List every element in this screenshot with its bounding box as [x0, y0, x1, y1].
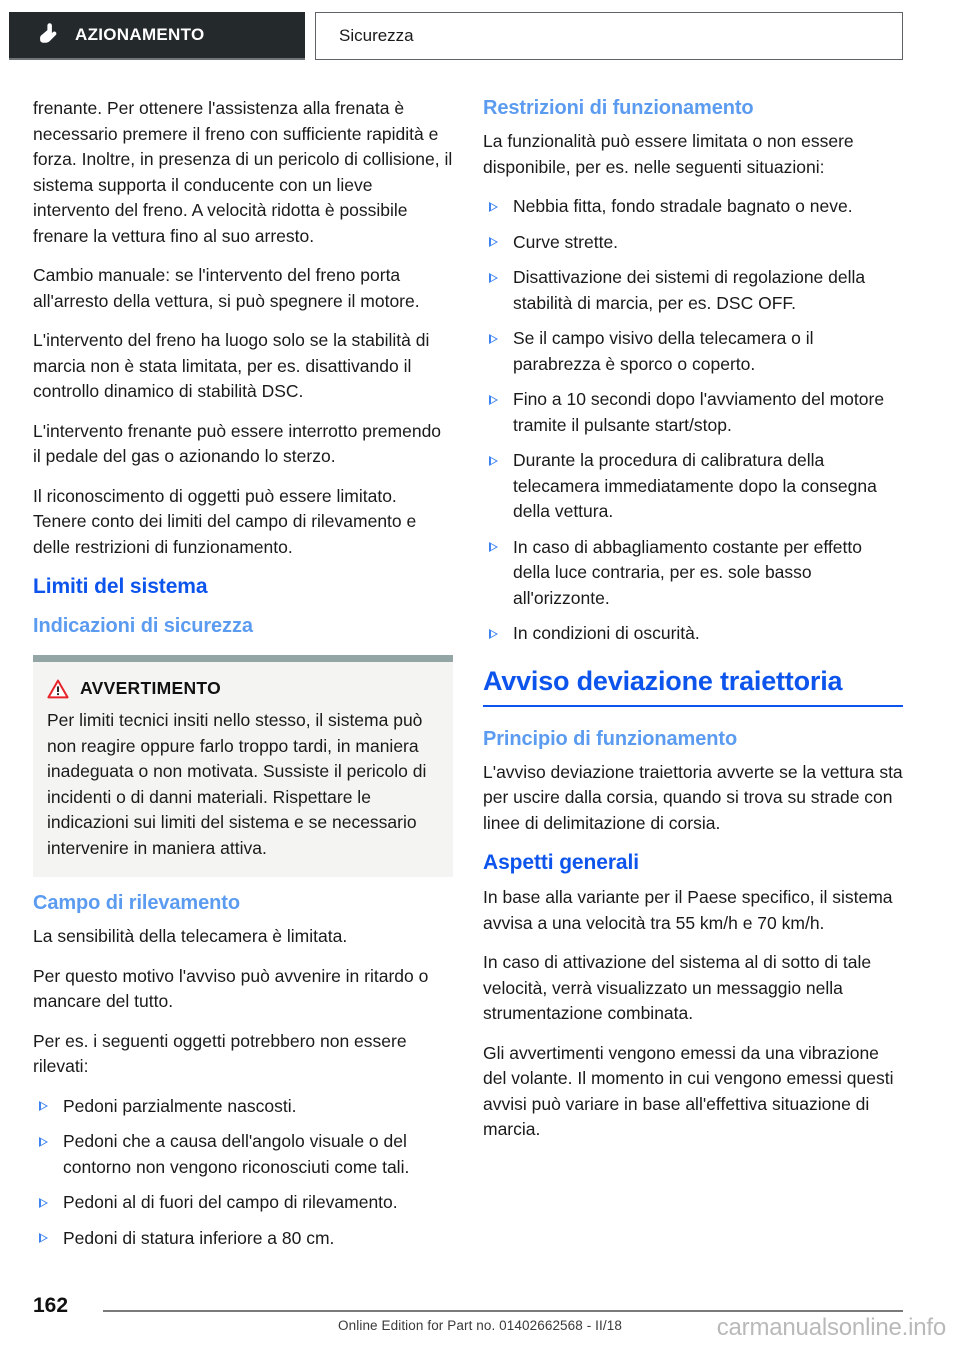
list-item: [33, 1129, 453, 1180]
left-bullet-list: [33, 1094, 453, 1252]
warning-callout-text: Per limiti tecnici insiti nello stesso, il sistema può non reagire oppure farlo troppo tardi, in maniera inadeguata o non motivata. Sussiste il pericolo di incidenti o di danni materiali. Rispettare le indicazioni sui limiti del sistema e se necessario intervenire in maniera attiva.: [47, 710, 427, 858]
list-item: [483, 621, 903, 647]
triangle-bullet-icon: [489, 334, 498, 344]
paragraph: In base alla variante per il Paese specifico, il sistema avvisa a una velocità tra 55 km/h e 70 km/h.: [483, 887, 893, 933]
tab-sicurezza[interactable]: [315, 12, 903, 60]
list-item: [33, 1226, 453, 1252]
paragraph: Il riconoscimento di oggetti può essere limitato. Tenere conto dei limiti del campo di rilevamento e delle restrizioni di funzionamento.: [33, 485, 417, 557]
list-item-label: Pedoni di statura inferiore a 80 cm.: [63, 1227, 335, 1248]
paragraph: L'intervento del freno ha luogo solo se la stabilità di marcia non è stata limitata, per es. disattivando il controllo dinamico di stabilità DSC.: [33, 330, 430, 401]
paragraph: frenante. Per ottenere l'assistenza alla frenata è necessario premere il freno con sufficiente rapidità e forza. Inoltre, in presenza di un pericolo di collisione, il sistema supporta il conducente con un lieve intervento del freno. A velocità ridotta è possibile frenare la vettura fino al suo arresto.: [33, 98, 453, 246]
right-bullet-list: [483, 194, 903, 647]
page-footer: [0, 1282, 960, 1362]
heading-campo-di-rilevamento: Campo di rilevamento: [33, 892, 240, 914]
site-watermark: carmanualsonline.info: [716, 1314, 946, 1341]
triangle-bullet-icon: [489, 543, 498, 553]
list-item-label: Se il campo visivo della telecamera o il parabrezza è sporco o coperto.: [513, 328, 814, 374]
footer-rule: [103, 1310, 903, 1312]
list-item-label: In condizioni di oscurità.: [513, 623, 700, 643]
list-item: [33, 1094, 453, 1120]
list-item-label: In caso di abbagliamento costante per effetto della luce contraria, per es. sole basso all'orizzonte.: [513, 536, 862, 608]
warning-callout: [33, 655, 453, 877]
triangle-bullet-icon: [489, 629, 498, 639]
paragraph: L'avviso deviazione traiettoria avverte se la vettura sta per uscire dalla corsia, quando si trova su strade con linee di delimitazione di corsia.: [483, 761, 903, 833]
list-item-label: Pedoni al di fuori del campo di rilevamento.: [63, 1192, 398, 1212]
paragraph: In caso di attivazione del sistema al di sotto di tale velocità, verrà visualizzato un messaggio nella strumentazione combinata.: [483, 952, 872, 1023]
tab-azionamento[interactable]: [9, 12, 305, 60]
list-item-label: Curve strette.: [513, 231, 619, 252]
paragraph: Cambio manuale: se l'intervento del freno porta all'arresto della vettura, si può spegnere il motore.: [33, 265, 420, 311]
heading-principio-di-funzionamento: Principio di funzionamento: [483, 727, 738, 750]
list-item-label: Durante la procedura di calibratura della telecamera immediatamente dopo la consegna della vettura.: [513, 450, 877, 521]
right-column: [483, 96, 903, 1263]
paragraph: Per questo motivo l'avviso può avvenire in ritardo o mancare del tutto.: [33, 965, 429, 1011]
list-item-label: Disattivazione dei sistemi di regolazione della stabilità di marcia, per es. DSC OFF.: [513, 267, 866, 313]
paragraph: La sensibilità della telecamera è limitata.: [33, 926, 348, 946]
page-number: 162: [33, 1294, 69, 1317]
chapter-title-rule: [483, 705, 903, 707]
triangle-bullet-icon: [489, 273, 498, 283]
warning-triangle-icon: [47, 679, 69, 699]
triangle-bullet-icon: [489, 202, 498, 212]
footer-edition-text: Online Edition for Part no. 01402662568 - II/18: [338, 1318, 622, 1333]
list-item: [483, 265, 903, 316]
paragraph: Per es. i seguenti oggetti potrebbero non essere rilevati:: [33, 1030, 407, 1076]
triangle-bullet-icon: [489, 456, 498, 466]
paragraph: L'intervento frenante può essere interrotto premendo il pedale del gas o azionando lo sterzo.: [33, 420, 442, 466]
triangle-bullet-icon: [39, 1198, 48, 1208]
list-item: [483, 387, 903, 438]
triangle-bullet-icon: [39, 1137, 48, 1147]
list-item: [483, 535, 903, 612]
list-item-label: Pedoni parzialmente nascosti.: [63, 1095, 297, 1116]
heading-restrizioni-di-funzionamento: Restrizioni di funzionamento: [483, 97, 754, 119]
list-item-label: Fino a 10 secondi dopo l'avviamento del motore tramite il pulsante start/stop.: [513, 389, 885, 435]
chapter-tab-bar: [0, 12, 960, 60]
list-item-label: Nebbia fitta, fondo stradale bagnato o neve.: [513, 196, 853, 216]
list-item-label: Pedoni che a causa dell'angolo visuale o del contorno non vengono riconosciuti come tali.: [63, 1131, 410, 1177]
paragraph: Gli avvertimenti vengono emessi da una vibrazione del volante. Il momento in cui vengono emessi questi avvisi può variare in base all'effettiva situazione di marcia.: [483, 1042, 894, 1139]
tab-azionamento-label: AZIONAMENTO: [75, 25, 205, 44]
page-columns: [0, 96, 960, 1263]
chapter-title-avviso-deviazione-traiettoria: Avviso deviazione traiettoria: [483, 665, 843, 696]
warning-callout-header: [47, 678, 439, 699]
tab-sicurezza-label: Sicurezza: [339, 26, 414, 45]
list-item: [33, 1190, 453, 1216]
heading-limiti-del-sistema: Limiti del sistema: [33, 575, 208, 598]
left-column: [33, 96, 453, 1263]
paragraph: La funzionalità può essere limitata o non essere disponibile, per es. nelle seguenti situazioni:: [483, 131, 854, 177]
triangle-bullet-icon: [489, 238, 498, 248]
list-item: [483, 194, 903, 220]
triangle-bullet-icon: [39, 1102, 48, 1112]
triangle-bullet-icon: [39, 1234, 48, 1244]
heading-indicazioni-di-sicurezza: Indicazioni di sicurezza: [33, 615, 253, 637]
list-item: [483, 448, 903, 525]
list-item: [483, 230, 903, 256]
list-item: [483, 326, 903, 377]
hand-pointer-icon: [37, 22, 61, 48]
triangle-bullet-icon: [489, 395, 498, 405]
heading-aspetti-generali: Aspetti generali: [483, 851, 639, 874]
warning-callout-title: AVVERTIMENTO: [80, 678, 222, 698]
